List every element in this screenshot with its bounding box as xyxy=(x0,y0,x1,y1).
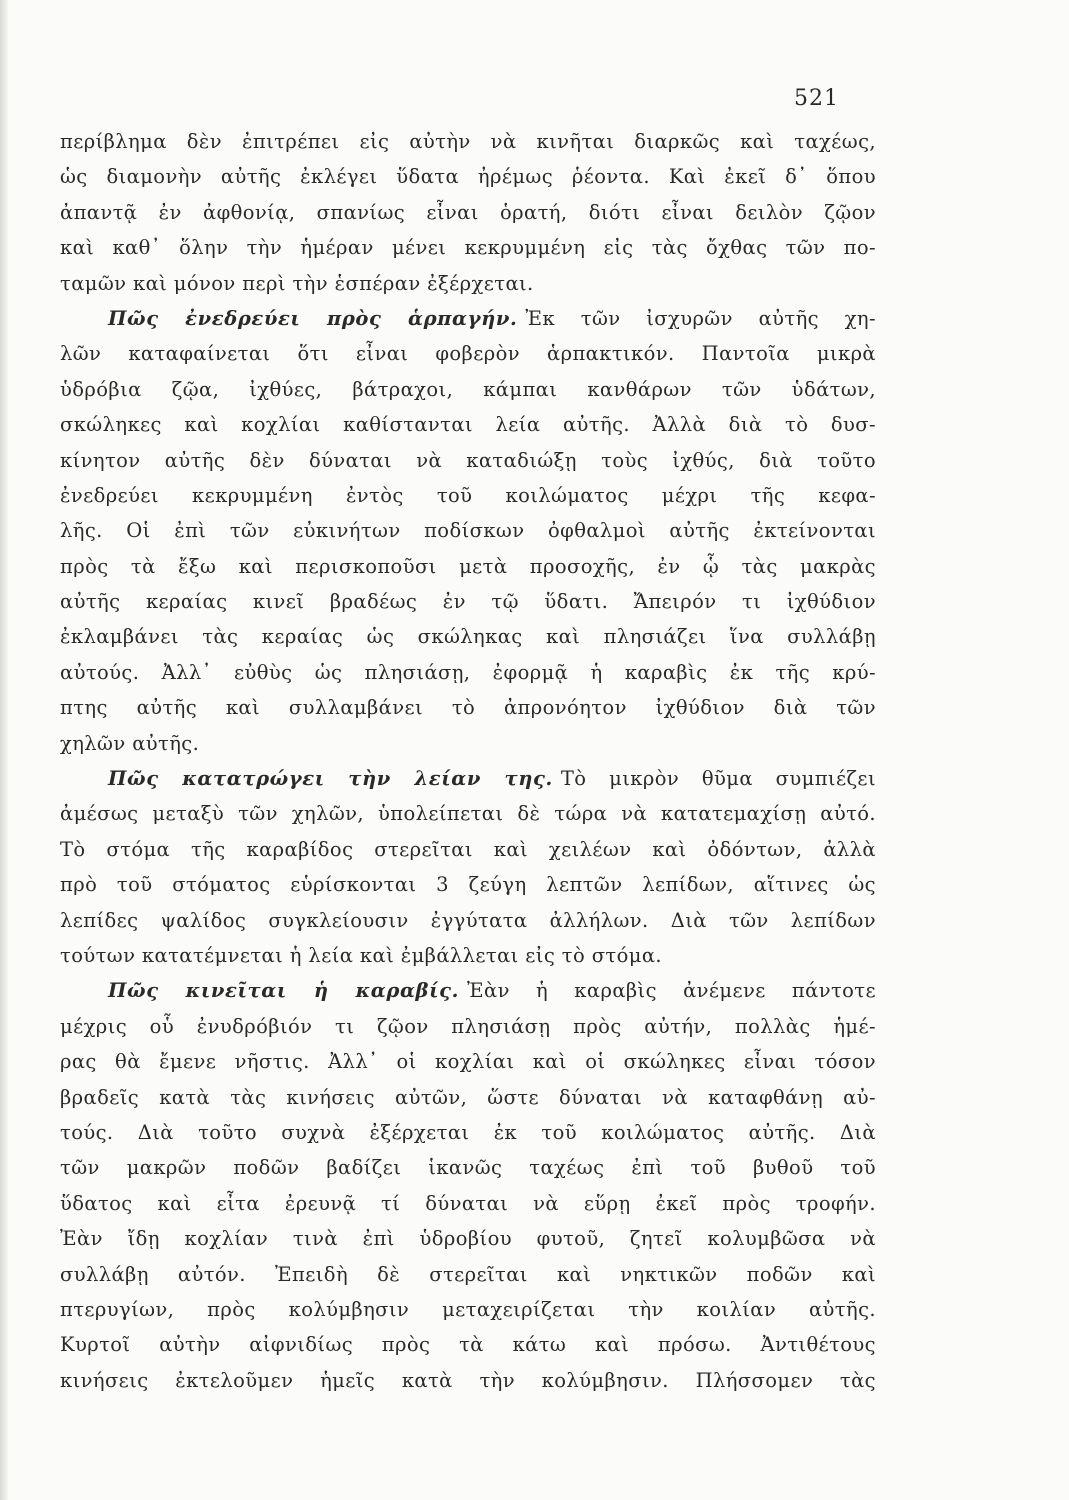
text-line: Πῶς ἐνεδρεύει πρὸς ἁρπαγήν. Ἐκ τῶν ἰσχυρῶν αὐτῆς χη- xyxy=(108,306,876,330)
text-line: Τὸ στόμα τῆς καραβίδος στερεῖται καὶ χειλέων καὶ ὀδόντων, ἀλλὰ xyxy=(60,837,876,861)
text-line: ὡς διαμονὴν αὐτῆς ἐκλέγει ὕδατα ἠρέμως ῥέοντα. Καὶ ἐκεῖ δ᾽ ὅπου xyxy=(60,165,876,189)
text-line: αὐτούς. Ἀλλ᾽ εὐθὺς ὡς πλησιάσῃ, ἐφορμᾷ ἡ καραβὶς ἐκ τῆς κρύ- xyxy=(60,660,876,684)
text-line: τούς. Διὰ τοῦτο συχνὰ ἐξέρχεται ἐκ τοῦ κοιλώματος αὐτῆς. Διὰ xyxy=(60,1120,876,1144)
section-heading: Πῶς κινεῖται ἡ καραβίς. xyxy=(108,979,460,1003)
text-line: πρὸ τοῦ στόματος εὑρίσκονται 3 ζεύγη λεπτῶν λεπίδων, αἵτινες ὡς xyxy=(60,873,876,897)
text-line: ὑδρόβια ζῷα, ἰχθύες, βάτραχοι, κάμπαι κανθάρων τῶν ὑδάτων, xyxy=(60,377,876,401)
text-line: ἐνεδρεύει κεκρυμμένη ἐντὸς τοῦ κοιλώματος μέχρι τῆς κεφα- xyxy=(60,483,876,507)
text-line: χηλῶν αὐτῆς. xyxy=(60,731,200,755)
text-line: τῶν μακρῶν ποδῶν βαδίζει ἱκανῶς ταχέως ἐπὶ τοῦ βυθοῦ τοῦ xyxy=(60,1156,876,1180)
page-edge-shadow xyxy=(0,0,8,1500)
text-line: λεπίδες ψαλίδος συγκλείουσιν ἐγγύτατα ἀλλήλων. Διὰ τῶν λεπίδων xyxy=(60,908,876,932)
text-line: Ἐὰν ἴδῃ κοχλίαν τινὰ ἐπὶ ὑδροβίου φυτοῦ, ζητεῖ κολυμβῶσα νὰ xyxy=(60,1227,876,1251)
text-line: πρὸς τὰ ἔξω καὶ περισκοποῦσι μετὰ προσοχῆς, ἐν ᾧ τὰς μακρὰς xyxy=(60,554,876,578)
text-line: πτερυγίων, πρὸς κολύμβησιν μεταχειρίζεται τὴν κοιλίαν αὐτῆς. xyxy=(60,1297,876,1321)
text-line: βραδεῖς κατὰ τὰς κινήσεις αὐτῶν, ὥστε δύναται νὰ καταφθάνῃ αὐ- xyxy=(60,1085,876,1109)
text-line: ἀπαντᾷ ἐν ἀφθονίᾳ, σπανίως εἶναι ὁρατή, διότι εἶναι δειλὸν ζῷον xyxy=(60,200,876,224)
text-line: λῶν καταφαίνεται ὅτι εἶναι φοβερὸν ἁρπακτικόν. Παντοῖα μικρὰ xyxy=(60,342,876,366)
text-line: Πῶς κατατρώγει τὴν λείαν της. Τὸ μικρὸν θῦμα συμπιέζει xyxy=(108,767,876,791)
text-line: μέχρις οὗ ἐνυδρόβιόν τι ζῷον πλησιάσῃ πρὸς αὐτήν, πολλὰς ἡμέ- xyxy=(60,1014,876,1038)
text-line: πτης αὐτῆς καὶ συλλαμβάνει τὸ ἀπρονόητον ἰχθύδιον διὰ τῶν xyxy=(60,696,876,720)
text-line: τούτων κατατέμνεται ἡ λεία καὶ ἐμβάλλεται εἰς τὸ στόμα. xyxy=(60,943,662,967)
text-line: ρας θὰ ἔμενε νῆστις. Ἀλλ᾽ οἱ κοχλίαι καὶ οἱ σκώληκες εἶναι τόσον xyxy=(60,1050,876,1074)
body-text xyxy=(60,124,876,1398)
text-line: Κυρτοῖ αὐτὴν αἰφνιδίως πρὸς τὰ κάτω καὶ πρόσω. Ἀντιθέτους xyxy=(60,1333,876,1357)
text-line: ταμῶν καὶ μόνον περὶ τὴν ἑσπέραν ἐξέρχεται. xyxy=(60,271,534,295)
text-line: περίβλημα δὲν ἐπιτρέπει εἰς αὐτὴν νὰ κινῆται διαρκῶς καὶ ταχέως, xyxy=(60,130,876,153)
text-line: καὶ καθ᾽ ὅλην τὴν ἡμέραν μένει κεκρυμμένη εἰς τὰς ὄχθας τῶν πο- xyxy=(60,236,876,260)
text-line: Πῶς κινεῖται ἡ καραβίς. Ἐὰν ἡ καραβὶς ἀνέμενε πάντοτε xyxy=(108,979,876,1003)
section-heading: Πῶς ἐνεδρεύει πρὸς ἁρπαγήν. xyxy=(108,306,518,330)
text-line: ἐκλαμβάνει τὰς κεραίας ὡς σκώληκας καὶ πλησιάζει ἵνα συλλάβῃ xyxy=(60,625,876,649)
section-heading: Πῶς κατατρώγει τὴν λείαν της. xyxy=(108,767,553,791)
text-line: κίνητον αὐτῆς δὲν δύναται νὰ καταδιώξῃ τοὺς ἰχθύς, διὰ τοῦτο xyxy=(60,448,876,472)
text-line: κινήσεις ἐκτελοῦμεν ἡμεῖς κατὰ τὴν κολύμβησιν. Πλήσσομεν τὰς xyxy=(60,1368,876,1392)
text-line: λῆς. Οἱ ἐπὶ τῶν εὐκινήτων ποδίσκων ὀφθαλμοὶ αὐτῆς ἐκτείνονται xyxy=(60,519,876,543)
text-line: ἀμέσως μεταξὺ τῶν χηλῶν, ὑπολείπεται δὲ τώρα νὰ κατατεμαχίσῃ αὐτό. xyxy=(60,802,876,826)
text-line: αὐτῆς κεραίας κινεῖ βραδέως ἐν τῷ ὕδατι. Ἄπειρόν τι ἰχθύδιον xyxy=(60,590,876,614)
text-line: σκώληκες καὶ κοχλίαι καθίστανται λεία αὐτῆς. Ἀλλὰ διὰ τὸ δυσ- xyxy=(60,413,876,437)
text-line: συλλάβῃ αὐτόν. Ἐπειδὴ δὲ στερεῖται καὶ νηκτικῶν ποδῶν καὶ xyxy=(60,1262,876,1286)
page-number: 521 xyxy=(794,86,839,111)
text-line: ὕδατος καὶ εἶτα ἐρευνᾷ τί δύναται νὰ εὕρῃ ἐκεῖ πρὸς τροφήν. xyxy=(60,1191,876,1215)
